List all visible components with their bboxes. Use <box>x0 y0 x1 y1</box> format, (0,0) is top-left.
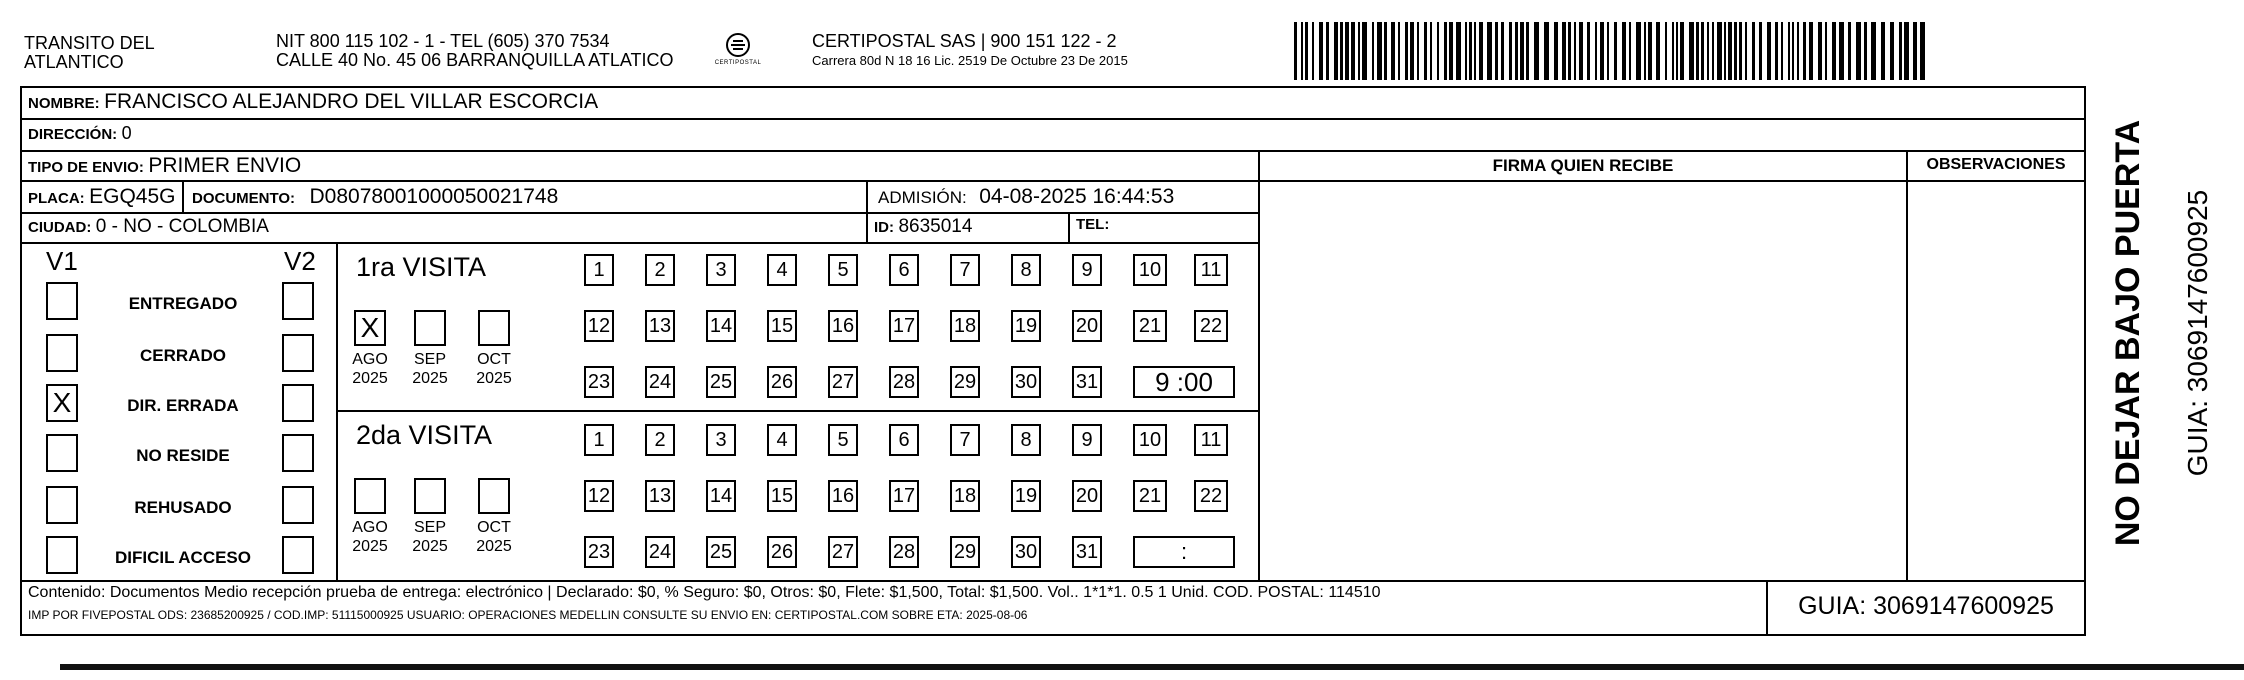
barcode-bar <box>1595 22 1597 80</box>
status-label: CERRADO <box>140 346 226 365</box>
month-checkbox[interactable] <box>478 478 510 514</box>
barcode-bar <box>1340 22 1343 80</box>
barcode-bar <box>1781 22 1783 80</box>
day-box[interactable]: 17 <box>889 480 919 512</box>
barcode-bar <box>1294 22 1297 80</box>
top-border <box>20 86 2086 88</box>
month-checkbox[interactable]: X <box>354 310 386 346</box>
day-box[interactable]: 3 <box>706 424 736 456</box>
barcode-bar <box>1544 22 1549 80</box>
barcode-bar <box>1319 22 1323 80</box>
org-name <box>24 34 155 72</box>
nombre-value: FRANCISCO ALEJANDRO DEL VILLAR ESCORCIA <box>104 90 599 113</box>
month-year: 2025 <box>352 370 388 387</box>
barcode-bar <box>1871 22 1876 80</box>
barcode-bar <box>1568 22 1571 80</box>
month-name: AGO <box>352 519 388 536</box>
barcode-bar <box>1680 22 1684 80</box>
license-line: Carrera 80d N 18 16 Lic. 2519 De Octubre 23 De 2015 <box>812 53 1128 68</box>
barcode-bar <box>1384 22 1387 80</box>
direccion-label: DIRECCIÓN: <box>28 126 118 143</box>
month-label <box>464 350 524 388</box>
v2-checkbox[interactable] <box>282 434 314 472</box>
tipo-envio-label: TIPO DE ENVIO: <box>28 159 144 176</box>
barcode-bar <box>1629 22 1631 80</box>
month-year: 2025 <box>412 370 448 387</box>
company-info <box>812 32 1128 69</box>
v2-checkbox[interactable] <box>282 282 314 320</box>
day-box[interactable]: 29 <box>950 366 980 398</box>
day-box[interactable]: 1 <box>584 254 614 286</box>
barcode-bar <box>1676 22 1678 80</box>
barcode-bar <box>1767 22 1771 80</box>
day-box[interactable]: 11 <box>1194 254 1228 286</box>
barcode-bar <box>1607 22 1609 80</box>
day-box[interactable]: 22 <box>1194 310 1228 342</box>
month-name: AGO <box>352 351 388 368</box>
visit1-title: 1ra VISITA <box>356 252 487 282</box>
v2-checkbox[interactable] <box>282 334 314 372</box>
day-box[interactable]: 7 <box>950 424 980 456</box>
day-box[interactable]: 15 <box>767 310 797 342</box>
certipostal-logo-icon <box>706 32 770 72</box>
day-box[interactable]: 19 <box>1011 310 1041 342</box>
day-box[interactable]: 29 <box>950 536 980 568</box>
direccion-value: 0 <box>121 123 132 143</box>
day-box[interactable]: 27 <box>828 366 858 398</box>
barcode-bar <box>1509 22 1512 80</box>
org-contact <box>276 32 674 70</box>
month-label <box>464 518 524 556</box>
barcode-bar <box>1825 22 1827 80</box>
month-year: 2025 <box>412 538 448 555</box>
day-box[interactable]: 25 <box>706 366 736 398</box>
admision-label: ADMISIÓN: <box>878 188 967 207</box>
barcode-bar <box>1648 22 1652 80</box>
barcode-bar <box>1818 22 1822 80</box>
barcode-bar <box>1345 22 1349 80</box>
month-label <box>340 518 400 556</box>
day-box[interactable]: 22 <box>1194 480 1228 512</box>
time-box[interactable]: : <box>1133 536 1235 568</box>
barcode-bar <box>1717 22 1722 80</box>
status-label: ENTREGADO <box>128 294 238 313</box>
day-box[interactable]: 30 <box>1011 366 1041 398</box>
barcode-bar <box>1574 22 1576 80</box>
direccion-field <box>28 123 132 144</box>
barcode-bar <box>1520 22 1524 80</box>
v2-header: V2 <box>284 246 316 276</box>
imp-text: IMP POR FIVEPOSTAL ODS: 23685200925 / COD.IMP: 51115000925 USUARIO: OPERACIONES MEDELLIN CONSULTE SU ENVIO EN: CERTIPOSTAL.COM SOBRE ETA: 2025-08-06 <box>28 608 1028 622</box>
month-checkbox[interactable] <box>478 310 510 346</box>
barcode-bar <box>1707 22 1709 80</box>
id-value: 8635014 <box>898 216 973 237</box>
day-box[interactable]: 31 <box>1072 366 1102 398</box>
month-name: SEP <box>413 351 446 368</box>
barcode-bar <box>1526 22 1529 80</box>
v1-checkbox[interactable] <box>46 486 78 524</box>
month-name: OCT <box>477 519 511 536</box>
day-box[interactable]: 10 <box>1133 424 1167 456</box>
month-year: 2025 <box>352 538 388 555</box>
nombre-field <box>28 90 598 114</box>
barcode-bar <box>1410 22 1414 80</box>
status-label: DIR. ERRADA <box>127 396 239 415</box>
day-box[interactable]: 11 <box>1194 424 1228 456</box>
barcode-bar <box>1728 22 1732 80</box>
barcode-bar <box>1334 22 1338 80</box>
barcode-bar <box>1672 22 1674 80</box>
v1-checkbox[interactable] <box>46 536 78 574</box>
day-box[interactable]: 2 <box>645 254 675 286</box>
barcode-bar <box>1745 22 1747 80</box>
month-name: SEP <box>413 519 446 536</box>
barcode-bar <box>1358 22 1360 80</box>
barcode-bar <box>1469 22 1472 80</box>
day-box[interactable]: 26 <box>767 366 797 398</box>
cut-line <box>60 664 2244 670</box>
barcode-bar <box>1515 22 1518 80</box>
barcode-bar <box>1864 22 1867 80</box>
v2-checkbox[interactable] <box>282 384 314 422</box>
barcode-bar <box>1301 22 1303 80</box>
day-box[interactable]: 23 <box>584 366 614 398</box>
barcode-bar <box>1775 22 1778 80</box>
barcode-bar <box>1312 22 1314 80</box>
bottom-border <box>20 634 2086 636</box>
day-box[interactable]: 1 <box>584 424 614 456</box>
month-year: 2025 <box>476 538 512 555</box>
month-checkbox[interactable] <box>354 478 386 514</box>
v2-checkbox[interactable] <box>282 486 314 524</box>
barcode-bar <box>1712 22 1714 80</box>
barcode-bar <box>1856 22 1861 80</box>
day-box[interactable]: 24 <box>645 366 675 398</box>
barcode-bar <box>1600 22 1604 80</box>
tel-field <box>1076 216 1109 234</box>
day-box[interactable]: 9 <box>1072 424 1102 456</box>
barcode-bar <box>1449 22 1453 80</box>
v1-checkbox[interactable] <box>46 334 78 372</box>
id-label: ID: <box>874 219 894 236</box>
month-label <box>400 518 460 556</box>
barcode-bar <box>1487 22 1492 80</box>
month-label <box>400 350 460 388</box>
logo-text: CERTIPOSTAL <box>714 60 762 66</box>
no-dejar-bajo-puerta: NO DEJAR BAJO PUERTA <box>2109 119 2147 547</box>
barcode-bar <box>1417 22 1419 80</box>
v1-checkbox[interactable] <box>46 282 78 320</box>
day-box[interactable]: 20 <box>1072 480 1102 512</box>
barcode-bar <box>1456 22 1461 80</box>
side-guia: GUIA: 3069147600925 <box>2182 189 2213 477</box>
side-text <box>2085 106 2213 556</box>
day-box[interactable]: 26 <box>767 536 797 568</box>
barcode-bar <box>1474 22 1476 80</box>
contenido-text: Contenido: Documentos Medio recepción prueba de entrega: electrónico | Declarado: $0, % Seguro: $0, Otros: $0, Flete: $1,500, Total: $1,500. Vol.. 1*1*1. 0.5 1 Unid. COD. POSTAL: 114510 <box>28 584 1381 601</box>
barcode-bar <box>1430 22 1432 80</box>
day-box[interactable]: 19 <box>1011 480 1041 512</box>
day-box[interactable]: 17 <box>889 310 919 342</box>
barcode-bar <box>1696 22 1699 80</box>
documento-value: D08078001000050021748 <box>309 185 559 208</box>
placa-value: EGQ45G <box>89 185 176 208</box>
barcode-bar <box>1724 22 1726 80</box>
day-box[interactable]: 12 <box>584 310 614 342</box>
day-box[interactable]: 18 <box>950 310 980 342</box>
nit-line: NIT 800 115 102 - 1 - TEL (605) 370 7534 <box>276 31 610 51</box>
day-box[interactable]: 3 <box>706 254 736 286</box>
day-box[interactable]: 14 <box>706 480 736 512</box>
v1-header: V1 <box>46 246 78 276</box>
tel-label: TEL: <box>1076 216 1110 233</box>
tipo-envio-field <box>28 154 301 178</box>
month-year: 2025 <box>476 370 512 387</box>
day-box[interactable]: 6 <box>889 254 919 286</box>
barcode-bar <box>1636 22 1641 80</box>
barcode-bar <box>1689 22 1694 80</box>
barcode-bar <box>1465 22 1467 80</box>
day-box[interactable]: 20 <box>1072 310 1102 342</box>
barcode-bar <box>1848 22 1851 80</box>
day-box[interactable]: 6 <box>889 424 919 456</box>
barcode-bar <box>1554 22 1558 80</box>
barcode-bar <box>1444 22 1447 80</box>
barcode-bar <box>1701 22 1704 80</box>
placa-field <box>28 185 176 209</box>
org-line2: ATLANTICO <box>24 52 124 72</box>
barcode-bar <box>1739 22 1742 80</box>
barcode-bar <box>1899 22 1902 80</box>
barcode-bar <box>1495 22 1498 80</box>
day-box[interactable]: 4 <box>767 254 797 286</box>
barcode-bar <box>1752 22 1755 80</box>
placa-label: PLACA: <box>28 190 85 207</box>
barcode-bar <box>1881 22 1885 80</box>
barcode-bar <box>1587 22 1590 80</box>
day-box[interactable]: 23 <box>584 536 614 568</box>
day-box[interactable]: 21 <box>1133 480 1167 512</box>
barcode-bar <box>1839 22 1844 80</box>
ciudad-label: CIUDAD: <box>28 219 92 236</box>
day-box[interactable]: 8 <box>1011 424 1041 456</box>
day-box[interactable]: 16 <box>828 480 858 512</box>
status-label: REHUSADO <box>134 498 232 517</box>
ciudad-field <box>28 216 269 238</box>
barcode-bar <box>1579 22 1583 80</box>
barcode-bar <box>1890 22 1894 80</box>
day-box[interactable]: 5 <box>828 424 858 456</box>
day-box[interactable]: 16 <box>828 310 858 342</box>
barcode-bar <box>1920 22 1925 80</box>
status-label: DIFICIL ACCESO <box>114 548 251 567</box>
time-box[interactable]: 9 :00 <box>1133 366 1235 398</box>
barcode-bar <box>1904 22 1909 80</box>
nombre-label: NOMBRE: <box>28 95 100 112</box>
guia-box-text: GUIA: 3069147600925 <box>1798 592 2054 620</box>
day-box[interactable]: 7 <box>950 254 980 286</box>
day-box[interactable]: 25 <box>706 536 736 568</box>
barcode-bar <box>1351 22 1355 80</box>
barcode-bar <box>1614 22 1617 80</box>
barcode-bar <box>1803 22 1806 80</box>
barcode-bar <box>1534 22 1539 80</box>
barcode-bar <box>1305 22 1308 80</box>
left-border <box>20 86 22 636</box>
day-box[interactable]: 27 <box>828 536 858 568</box>
id-field <box>874 216 972 238</box>
company-line: CERTIPOSTAL SAS | 900 151 122 - 2 <box>812 31 1117 51</box>
day-box[interactable]: 30 <box>1011 536 1041 568</box>
tipo-envio-value: PRIMER ENVIO <box>148 154 302 177</box>
day-box[interactable]: 9 <box>1072 254 1102 286</box>
day-box[interactable]: 12 <box>584 480 614 512</box>
v1-checkbox[interactable] <box>46 434 78 472</box>
barcode-bar <box>1424 22 1427 80</box>
barcode-bar <box>1644 22 1646 80</box>
month-checkbox[interactable] <box>414 310 446 346</box>
barcode-bar <box>1372 22 1374 80</box>
barcode-bar <box>1832 22 1836 80</box>
day-box[interactable]: 21 <box>1133 310 1167 342</box>
day-box[interactable]: 5 <box>828 254 858 286</box>
day-box[interactable]: 10 <box>1133 254 1167 286</box>
day-box[interactable]: 15 <box>767 480 797 512</box>
barcode-bar <box>1437 22 1439 80</box>
barcode-bar <box>1398 22 1400 80</box>
org-line1: TRANSITO DEL <box>24 33 155 53</box>
v2-checkbox[interactable] <box>282 536 314 574</box>
barcode-bar <box>1391 22 1395 80</box>
barcode-bar <box>1788 22 1790 80</box>
day-box[interactable]: 13 <box>645 310 675 342</box>
day-box[interactable]: 14 <box>706 310 736 342</box>
barcode-bar <box>1479 22 1483 80</box>
barcode-bar <box>1792 22 1794 80</box>
admision-field <box>878 185 1174 209</box>
v1-checkbox[interactable]: X <box>46 384 78 422</box>
barcode-bar <box>1734 22 1737 80</box>
month-name: OCT <box>477 351 511 368</box>
day-box[interactable]: 28 <box>889 536 919 568</box>
day-box[interactable]: 18 <box>950 480 980 512</box>
month-label <box>340 350 400 388</box>
observaciones-header: OBSERVACIONES <box>1926 156 2066 173</box>
day-box[interactable]: 24 <box>645 536 675 568</box>
barcode-bar <box>1797 22 1799 80</box>
barcode-bar <box>1759 22 1762 80</box>
day-box[interactable]: 8 <box>1011 254 1041 286</box>
day-box[interactable]: 4 <box>767 424 797 456</box>
day-box[interactable]: 31 <box>1072 536 1102 568</box>
ciudad-value: 0 - NO - COLOMBIA <box>95 216 269 237</box>
documento-label: DOCUMENTO: <box>192 190 296 207</box>
barcode-bar <box>1326 22 1329 80</box>
month-checkbox[interactable] <box>414 478 446 514</box>
barcode <box>1294 22 1928 80</box>
barcode-bar <box>1622 22 1626 80</box>
address-line: CALLE 40 No. 45 06 BARRANQUILLA ATLATICO <box>276 50 674 70</box>
day-box[interactable]: 28 <box>889 366 919 398</box>
barcode-bar <box>1656 22 1660 80</box>
barcode-bar <box>1665 22 1667 80</box>
admision-value: 04-08-2025 16:44:53 <box>979 185 1175 208</box>
day-box[interactable]: 2 <box>645 424 675 456</box>
barcode-bar <box>1362 22 1367 80</box>
day-box[interactable]: 13 <box>645 480 675 512</box>
barcode-bar <box>1377 22 1382 80</box>
barcode-bar <box>1913 22 1917 80</box>
status-label: NO RESIDE <box>136 446 230 465</box>
documento-field <box>192 185 558 209</box>
barcode-bar <box>1809 22 1813 80</box>
firma-header: FIRMA QUIEN RECIBE <box>1492 156 1674 175</box>
barcode-bar <box>1501 22 1504 80</box>
barcode-bar <box>1562 22 1566 80</box>
barcode-bar <box>1405 22 1408 80</box>
visit2-title: 2da VISITA <box>356 420 493 450</box>
